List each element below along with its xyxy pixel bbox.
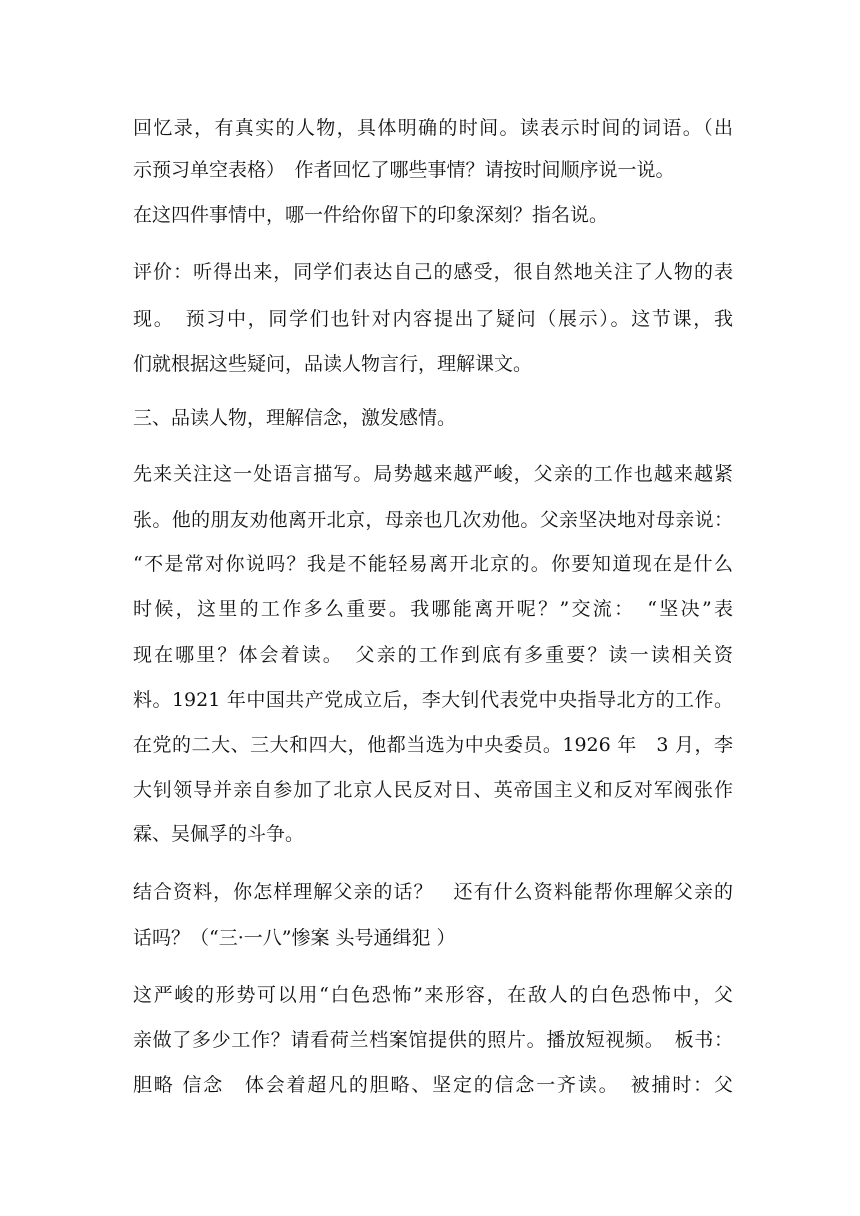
text-line: 亲做了多少工作？请看荷兰档案馆提供的照片。播放短视频。 板书：: [133, 1029, 733, 1051]
text-line: 大钊领导并亲自参加了北京人民反对日、英帝国主义和反对军阀张作: [133, 779, 733, 801]
text-line: “不是常对你说吗？我是不能轻易离开北京的。你要知道现在是什么: [133, 553, 733, 575]
text-line: 现在哪里？体会着读。 父亲的工作到底有多重要？读一读相关资: [133, 644, 733, 666]
text-line: 霖、吴佩孚的斗争。: [133, 823, 305, 845]
text-line: 结合资料，你怎样理解父亲的话？ 还有什么资料能帮你理解父亲的: [133, 881, 733, 903]
text-line: 张。他的朋友劝他离开北京，母亲也几次劝他。父亲坚决地对母亲说：: [133, 509, 733, 531]
text-line: 示预习单空表格） 作者回忆了哪些事情？请按时间顺序说一说。: [133, 159, 675, 181]
text-line: 料。1921 年中国共产党成立后，李大钊代表党中央指导北方的工作。: [133, 689, 733, 711]
text-line: 现。 预习中，同学们也针对内容提出了疑问（展示）。这节课，我: [133, 308, 733, 330]
text-line: 在党的二大、三大和四大，他都当选为中央委员。1926 年 3 月，李: [133, 734, 733, 756]
text-line: 在这四件事情中，哪一件给你留下的印象深刻？指名说。: [133, 204, 609, 226]
text-line: 话吗？（“三·一八”惨案 头号通缉犯 ）: [133, 927, 456, 949]
text-line: 评价：听得出来，同学们表达自己的感受，很自然地关注了人物的表: [133, 261, 733, 283]
text-line: 先来关注这一处语言描写。局势越来越严峻，父亲的工作也越来越紧: [133, 463, 733, 485]
section-heading: 三、品读人物，理解信念，激发感情。: [133, 407, 457, 429]
text-line: 们就根据这些疑问，品读人物言行，理解课文。: [133, 353, 533, 375]
text-line: 时候，这里的工作多么重要。我哪能离开呢？”交流： “坚决”表: [133, 598, 733, 620]
text-line: 这严峻的形势可以用“白色恐怖”来形容，在敌人的白色恐怖中，父: [133, 984, 733, 1006]
text-line: 回忆录，有真实的人物，具体明确的时间。读表示时间的词语。（出: [133, 117, 733, 139]
text-line: 胆略 信念 体会着超凡的胆略、坚定的信念一齐读。 被捕时：父: [133, 1074, 733, 1096]
